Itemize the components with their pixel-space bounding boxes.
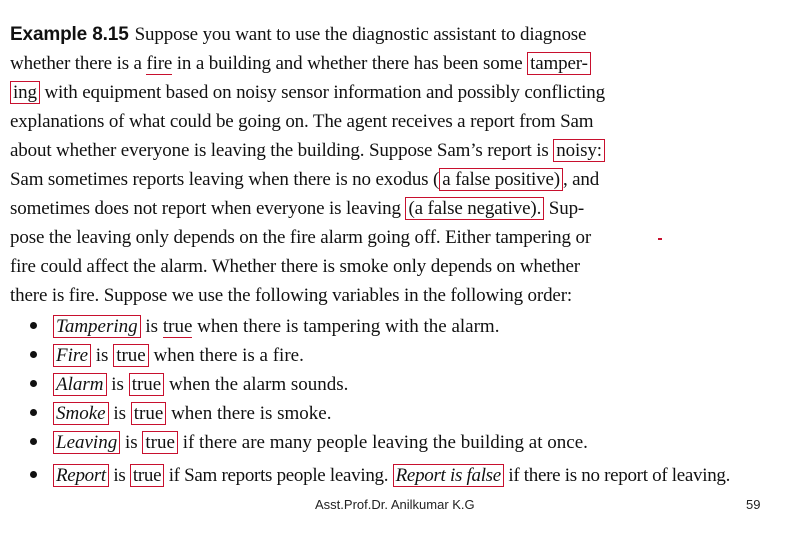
paragraph-line-8: [10, 227, 591, 249]
paragraph-line-9: [10, 256, 580, 278]
var-value: true: [130, 464, 164, 487]
bullet-report: [30, 465, 730, 487]
line-text: with equipment based on noisy sensor information and possibly conflicting: [39, 82, 605, 103]
bullet-dot: [30, 351, 37, 358]
is-text: is: [120, 432, 143, 453]
footer-author: Asst.Prof.Dr. Anilkumar K.G: [315, 497, 475, 512]
var-name: Smoke: [53, 402, 109, 425]
line-text: in a building and whether there has been some: [172, 53, 528, 74]
bullet-description: if there are many people leaving the building at once.: [177, 432, 588, 453]
paragraph-line-10: [10, 285, 572, 307]
paragraph-line-2: [10, 53, 591, 75]
is-text: is: [140, 316, 163, 337]
highlight-false-positive: a false positive): [439, 168, 563, 191]
bullet-tampering: [30, 316, 499, 338]
bullet-dot: [30, 409, 37, 416]
paragraph-line-4: [10, 111, 593, 133]
line-text: there is fire. Suppose we use the following variables in the following order:: [10, 285, 573, 306]
bullet-description: when there is tampering with the alarm.: [192, 316, 500, 337]
bullet-dot: [30, 471, 37, 478]
page-number: 59: [746, 497, 761, 512]
var-value: true: [131, 402, 167, 425]
bullet-dot: [30, 438, 37, 445]
line-text: , and: [562, 169, 600, 190]
highlight-noisy: noisy:: [553, 139, 605, 162]
line-text: Sup-: [544, 198, 585, 219]
var-name: Leaving: [53, 431, 120, 454]
var-name: Fire: [53, 344, 91, 367]
line-text: Suppose you want to use the diagnostic assistant to diagnose: [134, 24, 587, 45]
highlight-ing: ing: [10, 81, 40, 104]
var-value: true: [142, 431, 178, 454]
var-name: Report: [53, 464, 109, 487]
bullet-alarm: [30, 374, 348, 396]
is-text: is: [108, 465, 130, 486]
line-text: whether there is a: [10, 53, 147, 74]
is-text: is: [106, 374, 129, 395]
paragraph-line-5: [10, 140, 605, 162]
report-false-highlight: Report is false: [393, 464, 504, 487]
var-value: true: [162, 316, 193, 337]
bullet-fire: [30, 345, 304, 367]
paragraph-line-7: [10, 198, 584, 220]
is-text: is: [91, 345, 114, 366]
bullet-smoke: [30, 403, 331, 425]
line-text: fire could affect the alarm. Whether there is smoke only depends on whether: [10, 256, 580, 277]
highlight-tampering: tamper-: [527, 52, 591, 75]
var-value: true: [129, 373, 165, 396]
var-name: Tampering: [53, 315, 141, 338]
var-value: true: [113, 344, 149, 367]
paragraph-line-6: [10, 169, 599, 191]
bullet-description-2: if there is no report of leaving.: [503, 465, 731, 486]
line-text: explanations of what could be going on. The agent receives a report from Sam: [10, 111, 594, 132]
example-label: Example 8.15: [10, 24, 129, 45]
highlight-false-negative: (a false negative).: [405, 197, 544, 220]
line-text: pose the leaving only depends on the fire alarm going off. Either tampering or: [10, 227, 592, 248]
line-text: Sam sometimes reports leaving when there is no exodus (: [10, 169, 440, 190]
bullet-dot: [30, 380, 37, 387]
paragraph-line-1: [10, 24, 586, 46]
var-name: Alarm: [53, 373, 107, 396]
line-text: about whether everyone is leaving the building. Suppose Sam’s report is: [10, 140, 554, 161]
bullet-description: when the alarm sounds.: [164, 374, 349, 395]
paragraph-line-3: [10, 82, 605, 104]
red-mark: [658, 238, 662, 240]
bullet-description: when there is smoke.: [166, 403, 332, 424]
bullet-leaving: [30, 432, 588, 454]
bullet-dot: [30, 322, 37, 329]
bullet-description: when there is a fire.: [148, 345, 304, 366]
highlight-fire: fire: [146, 53, 173, 74]
is-text: is: [108, 403, 131, 424]
line-text: sometimes does not report when everyone is leaving: [10, 198, 406, 219]
bullet-description: if Sam reports people leaving.: [164, 465, 393, 486]
